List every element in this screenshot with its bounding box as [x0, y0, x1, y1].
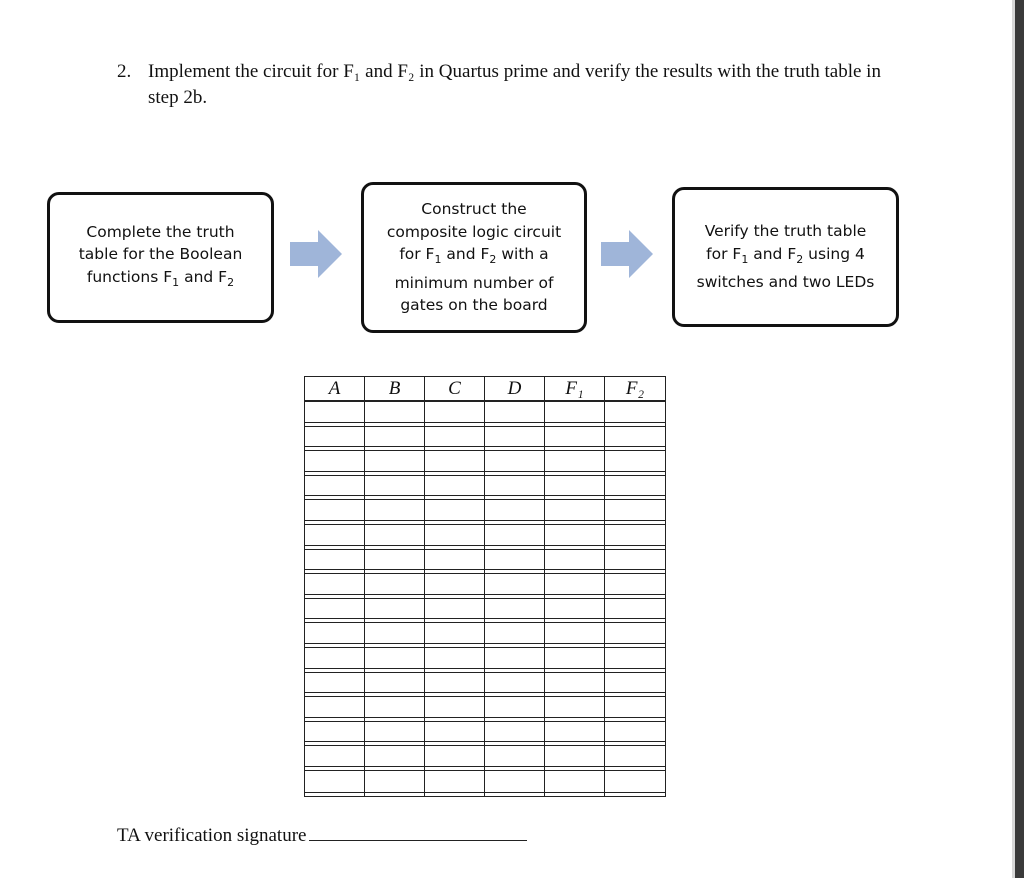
truth-table-header-row: [305, 377, 665, 402]
table-cell: [305, 525, 365, 550]
table-cell: [425, 673, 485, 698]
table-cell: [545, 746, 605, 771]
table-cell: [425, 574, 485, 599]
step-number: 2.: [117, 61, 132, 82]
table-row: [305, 525, 665, 550]
table-cell: [485, 673, 545, 698]
table-row: [305, 427, 665, 452]
table-cell: [365, 697, 425, 722]
table-cell: [605, 574, 665, 599]
table-cell: [485, 476, 545, 501]
table-row: [305, 623, 665, 648]
table-cell: [485, 402, 545, 427]
window-right-border: [1015, 0, 1024, 878]
table-cell: [485, 599, 545, 624]
table-row: [305, 500, 665, 525]
table-cell: [545, 427, 605, 452]
table-row: [305, 550, 665, 575]
table-cell: [545, 402, 605, 427]
table-cell: [365, 746, 425, 771]
table-cell: [605, 451, 665, 476]
table-cell: [605, 722, 665, 747]
table-cell: [545, 525, 605, 550]
table-cell: [485, 648, 545, 673]
table-cell: [605, 746, 665, 771]
table-cell: [545, 599, 605, 624]
right-arrow-icon: [601, 230, 653, 278]
table-cell: [365, 771, 425, 796]
table-row: [305, 476, 665, 501]
table-cell: [425, 771, 485, 796]
table-cell: [605, 550, 665, 575]
table-cell: [605, 771, 665, 796]
table-cell: [305, 451, 365, 476]
table-cell: [305, 550, 365, 575]
table-cell: [485, 525, 545, 550]
table-cell: [365, 648, 425, 673]
table-cell: [545, 771, 605, 796]
table-cell: [305, 476, 365, 501]
table-cell: [425, 525, 485, 550]
table-cell: [425, 599, 485, 624]
table-cell: [425, 648, 485, 673]
signature-line: [309, 818, 527, 841]
table-cell: [425, 451, 485, 476]
column-header-b: B: [365, 377, 425, 402]
table-cell: [305, 623, 365, 648]
table-cell: [425, 722, 485, 747]
table-cell: [365, 476, 425, 501]
table-cell: [305, 746, 365, 771]
step-text: Implement the circuit for F₁ and F₂ in Quartus prime and verify the results with the truth table in step 2b.: [148, 61, 881, 108]
table-cell: [365, 623, 425, 648]
table-row: [305, 673, 665, 698]
table-row: [305, 697, 665, 722]
column-header-c: C: [425, 377, 485, 402]
table-cell: [425, 500, 485, 525]
table-cell: [425, 697, 485, 722]
table-cell: [305, 402, 365, 427]
table-cell: [545, 697, 605, 722]
table-cell: [605, 500, 665, 525]
right-arrow-icon: [290, 230, 342, 278]
table-cell: [485, 574, 545, 599]
table-cell: [305, 673, 365, 698]
table-cell: [605, 427, 665, 452]
table-cell: [605, 476, 665, 501]
table-cell: [425, 476, 485, 501]
signature-field: [117, 818, 527, 848]
flow-box-text: Verify the truth table for $F_1$ and $F_2$ using 4 switches and two LEDs: [696, 222, 875, 292]
table-cell: [605, 648, 665, 673]
table-cell: [485, 500, 545, 525]
table-cell: [365, 599, 425, 624]
table-cell: [365, 402, 425, 427]
signature-label: TA verification signature: [117, 825, 307, 846]
table-cell: [545, 673, 605, 698]
table-cell: [425, 623, 485, 648]
column-header-d: D: [485, 377, 545, 402]
table-row: [305, 402, 665, 427]
table-cell: [545, 476, 605, 501]
table-cell: [605, 525, 665, 550]
table-row: [305, 574, 665, 599]
flow-box-complete-truth-table: [47, 192, 274, 323]
column-header-a: A: [305, 377, 365, 402]
table-cell: [365, 550, 425, 575]
table-row: [305, 722, 665, 747]
table-cell: [365, 673, 425, 698]
flow-box-text: Complete the truth table for the Boolean functions $F_1$ and $F_2$: [78, 222, 243, 289]
table-cell: [305, 599, 365, 624]
table-row: [305, 648, 665, 673]
flow-box-construct-circuit: [361, 182, 587, 333]
column-header-f2: F₂: [605, 377, 665, 402]
table-cell: [485, 550, 545, 575]
table-cell: [365, 427, 425, 452]
table-cell: [485, 722, 545, 747]
table-cell: [485, 746, 545, 771]
table-cell: [485, 697, 545, 722]
table-cell: [485, 771, 545, 796]
table-cell: [365, 500, 425, 525]
table-cell: [305, 648, 365, 673]
table-cell: [605, 623, 665, 648]
flow-box-verify-truth-table: [672, 187, 899, 327]
table-cell: [365, 525, 425, 550]
table-cell: [605, 402, 665, 427]
table-cell: [545, 451, 605, 476]
truth-table: [304, 376, 666, 797]
column-header-f1: F₁: [545, 377, 605, 402]
table-cell: [425, 402, 485, 427]
table-cell: [545, 550, 605, 575]
table-cell: [425, 427, 485, 452]
table-cell: [545, 574, 605, 599]
table-cell: [365, 574, 425, 599]
table-cell: [545, 500, 605, 525]
table-cell: [425, 550, 485, 575]
table-cell: [305, 574, 365, 599]
truth-table-body: [305, 402, 665, 796]
table-row: [305, 746, 665, 771]
table-cell: [485, 451, 545, 476]
table-cell: [305, 500, 365, 525]
table-cell: [365, 451, 425, 476]
table-cell: [425, 746, 485, 771]
table-cell: [305, 697, 365, 722]
table-cell: [605, 697, 665, 722]
table-cell: [545, 648, 605, 673]
table-cell: [485, 623, 545, 648]
table-cell: [605, 599, 665, 624]
table-cell: [305, 771, 365, 796]
table-cell: [545, 623, 605, 648]
table-cell: [545, 722, 605, 747]
table-cell: [365, 722, 425, 747]
table-row: [305, 771, 665, 796]
table-row: [305, 599, 665, 624]
table-cell: [605, 673, 665, 698]
table-row: [305, 451, 665, 476]
table-cell: [305, 722, 365, 747]
table-cell: [485, 427, 545, 452]
table-cell: [305, 427, 365, 452]
flow-box-text: Construct the composite logic circuit for $F_1$ and $F_2$ with a minimum number of gates on the board: [386, 200, 562, 315]
